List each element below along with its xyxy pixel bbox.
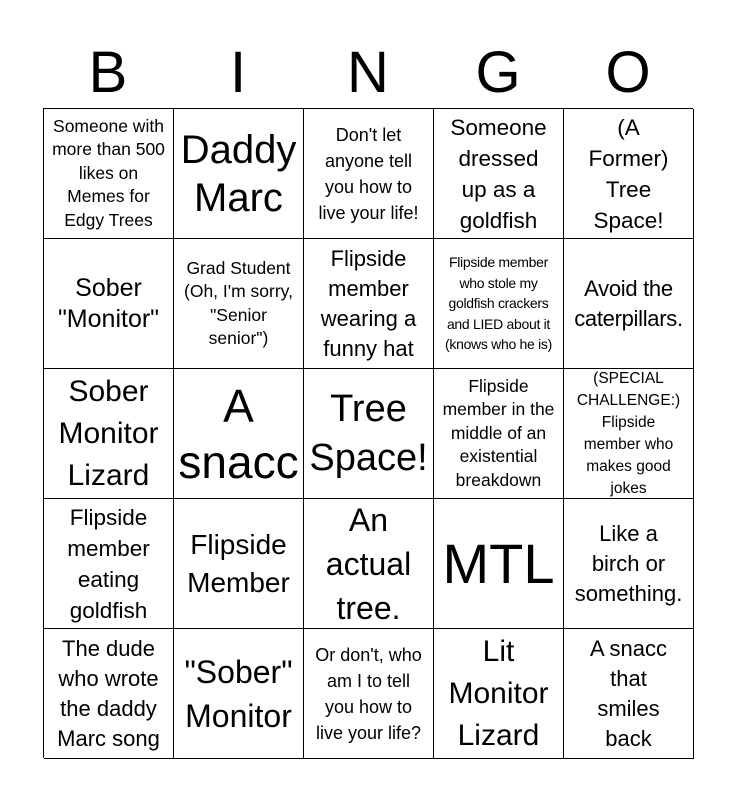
bingo-cell-r5c3[interactable]: Or don't, who am I to tell you how to live your life? xyxy=(304,629,434,759)
bingo-cell-r4c2[interactable]: Flipside Member xyxy=(174,499,304,629)
bingo-header xyxy=(43,38,693,108)
bingo-cell-r5c2[interactable]: "Sober" Monitor xyxy=(174,629,304,759)
bingo-cell-r3c5[interactable]: (SPECIAL CHALLENGE:) Flipside member who makes good jokes xyxy=(564,369,694,499)
bingo-cell-r5c4[interactable]: Lit Monitor Lizard xyxy=(434,629,564,759)
bingo-cell-r3c2[interactable]: A snacc xyxy=(174,369,304,499)
bingo-cell-r3c3[interactable]: Tree Space! xyxy=(304,369,434,499)
header-letter-o: O xyxy=(605,40,651,105)
header-letter-b: B xyxy=(88,40,128,105)
bingo-cell-r4c1[interactable]: Flipside member eating goldfish xyxy=(44,499,174,629)
bingo-cell-r1c3[interactable]: Don't let anyone tell you how to live your life! xyxy=(304,109,434,239)
bingo-cell-r4c3[interactable]: An actual tree. xyxy=(304,499,434,629)
bingo-cell-r1c4[interactable]: Someone dressed up as a goldfish xyxy=(434,109,564,239)
bingo-cell-r5c5[interactable]: A snacc that smiles back xyxy=(564,629,694,759)
bingo-card-grid xyxy=(43,108,693,758)
bingo-cell-r2c2[interactable]: Grad Student (Oh, I'm sorry, "Senior senior") xyxy=(174,239,304,369)
bingo-cell-r4c5[interactable]: Like a birch or something. xyxy=(564,499,694,629)
header-letter-i: I xyxy=(229,40,247,105)
bingo-cell-r2c1[interactable]: Sober "Monitor" xyxy=(44,239,174,369)
bingo-cell-r2c5[interactable]: Avoid the caterpillars. xyxy=(564,239,694,369)
bingo-cell-r3c1[interactable]: Sober Monitor Lizard xyxy=(44,369,174,499)
bingo-cell-r1c5[interactable]: (A Former) Tree Space! xyxy=(564,109,694,239)
bingo-cell-r1c1[interactable]: Someone with more than 500 likes on Memes for Edgy Trees xyxy=(44,109,174,239)
bingo-cell-r4c4[interactable]: MTL xyxy=(434,499,564,629)
bingo-cell-r3c4[interactable]: Flipside member in the middle of an existential breakdown xyxy=(434,369,564,499)
header-letter-n: N xyxy=(347,40,389,105)
header-letter-g: G xyxy=(475,40,521,105)
bingo-cell-r2c4[interactable]: Flipside member who stole my goldfish crackers and LIED about it (knows who he is) xyxy=(434,239,564,369)
bingo-cell-r1c2[interactable]: Daddy Marc xyxy=(174,109,304,239)
bingo-cell-r2c3[interactable]: Flipside member wearing a funny hat xyxy=(304,239,434,369)
bingo-cell-r5c1[interactable]: The dude who wrote the daddy Marc song xyxy=(44,629,174,759)
